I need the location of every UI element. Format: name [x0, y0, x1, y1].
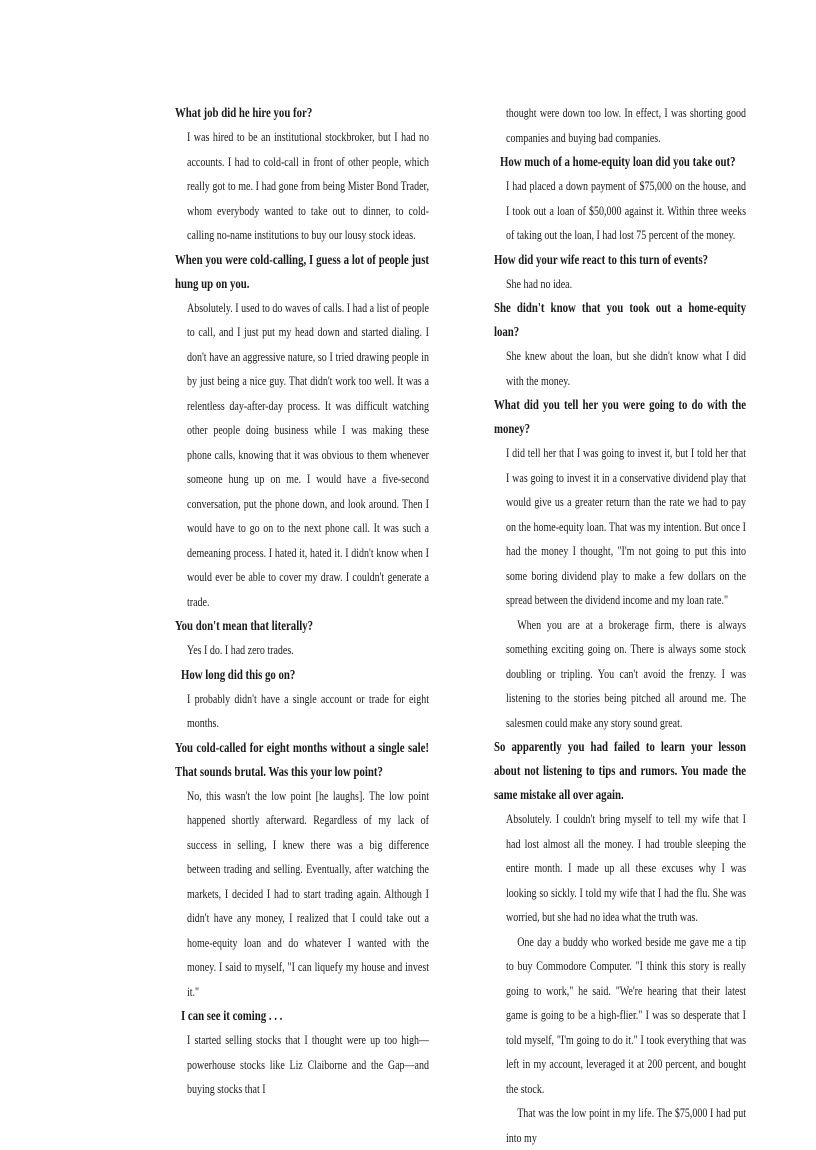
- interview-question: She didn't know that you took out a home-equity loan?: [494, 300, 746, 339]
- left-column: [175, 101, 429, 1102]
- interview-question: What job did he hire you for?: [175, 105, 313, 120]
- interview-question: What did you tell her you were going to do with the money?: [494, 397, 746, 436]
- interview-answer: When you are at a brokerage firm, there is always something exciting going on. There is always some stock doubling or tripling. You can't avoid the frenzy. I was listening to the stories being pitched all around me. The salesmen could make any story sound great.: [506, 617, 746, 730]
- interview-answer: Absolutely. I used to do waves of calls. I had a list of people to call, and I just put my head down and started dialing. I don't have an aggressive nature, so I tried drawing people in by just being a nice guy. That didn't work too well. It was a relentless day-after-day process. It was difficult watching other people doing business while I was making these phone calls, knowing that it was obvious to them whenever someone hung up on me. I would have a five-second conversation, put the phone down, and look around. Then I would have to go on to the next phone call. It was such a demeaning process. I hated it, hated it. I didn't know when I would ever be able to cover my draw. I couldn't generate a trade.: [187, 300, 429, 609]
- interview-answer: One day a buddy who worked beside me gave me a tip to buy Commodore Computer. "I think this story is really going to work," he said. "We're hearing that their latest game is going to be a high-flier." I was so desperate that I told myself, "I'm going to do it." I took everything that was left in my account, leveraged it at 200 percent, and bought the stock.: [506, 934, 746, 1096]
- interview-question: How much of a home-equity loan did you take out?: [500, 154, 736, 169]
- interview-question: You don't mean that literally?: [175, 618, 314, 633]
- interview-answer: I probably didn't have a single account or trade for eight months.: [187, 691, 429, 730]
- interview-question: How long did this go on?: [181, 666, 296, 682]
- interview-answer: I had placed a down payment of $75,000 on the house, and I took out a loan of $50,000 against it. Within three weeks of taking out the loan, I had lost 75 percent of the money.: [506, 179, 746, 242]
- interview-answer: No, this wasn't the low point [he laughs]. The low point happened shortly afterward. Regardless of my lack of success in selling, I knew there was a big difference between trading and selling. Eventually, after watching the markets, I decided I had to start trading again. Although I didn't have any money, I realized that I could take out a home-equity loan and do whatever I wanted with the money. I said to myself, "I can liquefy my house and invest it.": [187, 788, 429, 999]
- interview-answer: I started selling stocks that I thought were up too high—powerhouse stocks like Liz Claiborne and the Gap—and buying stocks that I: [187, 1033, 429, 1096]
- interview-answer: Yes I do. I had zero trades.: [187, 643, 294, 657]
- interview-answer: I was hired to be an institutional stockbroker, but I had no accounts. I had to cold-call in front of other people, which really got to me. I had gone from being Mister Bond Trader, whom everybody wanted to take out to dinner, to cold-calling no-name institutions to buy our lousy stock ideas.: [187, 130, 429, 242]
- interview-answer: Absolutely. I couldn't bring myself to tell my wife that I had lost almost all the money. I had trouble sleeping the entire month. I made up all these excuses why I was looking so sickly. I told my wife that I had the flu. She was worried, but she had no idea what the truth was.: [506, 812, 746, 924]
- interview-answer: She knew about the loan, but she didn't know what I did with the money.: [506, 349, 746, 388]
- interview-answer: That was the low point in my life. The $75,000 I had put into my: [506, 1106, 746, 1145]
- interview-question: So apparently you had failed to learn your lesson about not listening to tips and rumors. You made the same mistake all over again.: [494, 739, 746, 802]
- interview-question: How did your wife react to this turn of events?: [494, 251, 709, 267]
- interview-question: When you were cold-calling, I guess a lot of people just hung up on you.: [175, 251, 429, 291]
- interview-answer: thought were down too low. In effect, I was shorting good companies and buying bad companies.: [506, 106, 746, 145]
- interview-answer: She had no idea.: [506, 276, 573, 291]
- interview-question: I can see it coming . . .: [181, 1008, 283, 1023]
- interview-question: You cold-called for eight months without a single sale! That sounds brutal. Was this your low point?: [175, 739, 429, 779]
- interview-answer: I did tell her that I was going to invest it, but I told her that I was going to invest it in a conservative dividend play that would give us a greater return than the rate we had to pay on the home-equity loan. That was my intention. But once I had the money I thought, "I'm not going to put this into some boring dividend play to make a few dollars on the spread between the dividend income and my loan rate.": [506, 446, 746, 607]
- right-column: [494, 101, 746, 1150]
